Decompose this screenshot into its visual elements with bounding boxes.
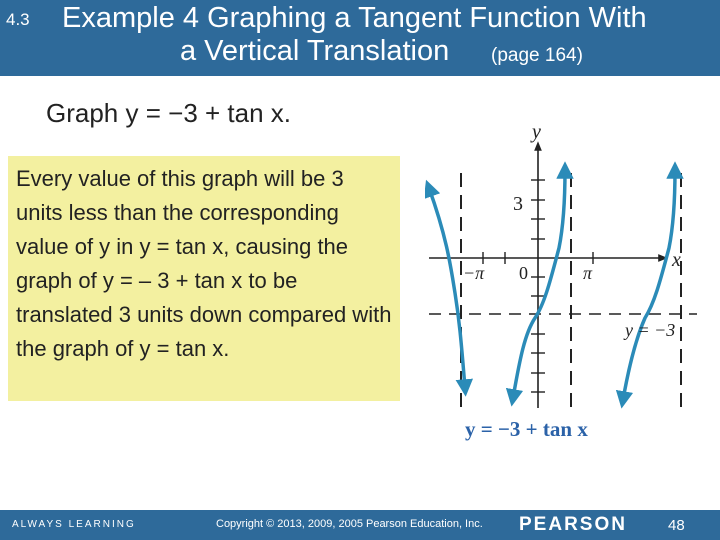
tick-label-3: 3 — [513, 193, 523, 215]
x-axis-label: x — [672, 249, 681, 271]
prompt-equation: y = −3 + tan x. — [125, 98, 291, 128]
pearson-logo: PEARSON — [519, 514, 627, 535]
explanation-box — [8, 156, 400, 401]
graph-caption: y = −3 + tan x — [465, 417, 588, 441]
explanation-text: Every value of this graph will be 3 units less than the corresponding value of y in y = tan x, causing the graph of y = – 3 + tan x to be translated 3 units down compared with the graph of y = tan x. — [16, 166, 392, 361]
slide-footer — [0, 510, 720, 540]
asymptote-label: y = −3 — [625, 320, 676, 340]
tick-label-neg-pi: −π — [463, 263, 485, 283]
page-reference: (page 164) — [491, 45, 583, 66]
tan-branch-left — [429, 188, 465, 388]
section-number: 4.3 — [6, 10, 30, 29]
tan-branch-right — [623, 170, 675, 400]
tick-label-pi: π — [583, 263, 593, 283]
tangent-graph — [425, 118, 715, 448]
slide-title-line1: Example 4 Graphing a Tangent Function With — [62, 2, 647, 34]
slide-title-line2: a Vertical Translation — [180, 35, 450, 67]
footer-copyright: Copyright © 2013, 2009, 2005 Pearson Education, Inc. — [216, 518, 483, 530]
prompt-prefix: Graph — [46, 98, 119, 128]
origin-label: 0 — [519, 263, 528, 283]
page-number: 48 — [668, 517, 685, 534]
footer-tagline: ALWAYS LEARNING — [12, 519, 136, 530]
graph-prompt — [46, 98, 291, 129]
y-axis-label: y — [532, 121, 541, 143]
slide-header — [0, 0, 720, 76]
